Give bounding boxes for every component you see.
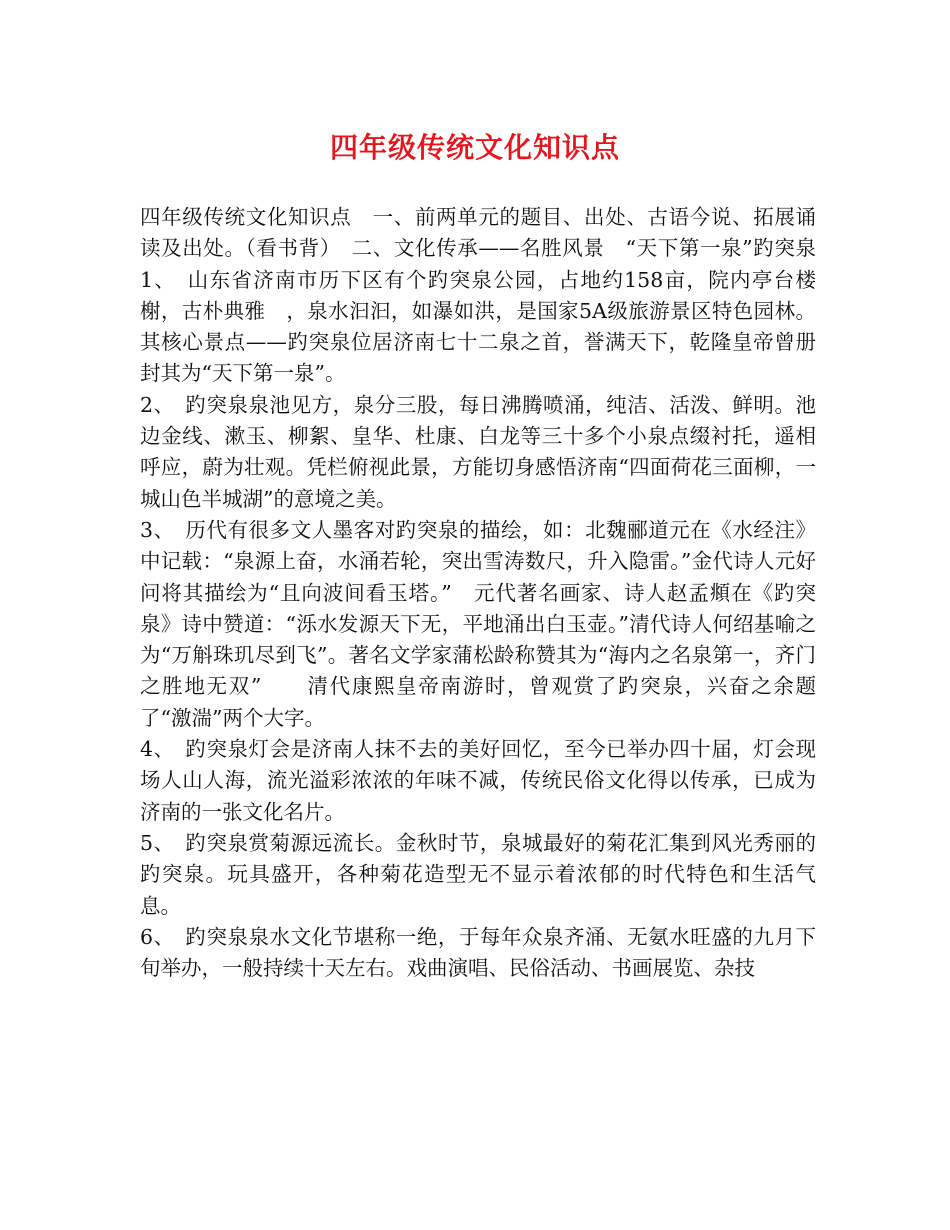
paragraph-intro: 四年级传统文化知识点 一、前两单元的题目、出处、古语今说、拓展诵读及出处。（看书背） 二、文化传承——名胜风景 “天下第一泉”趵突泉 1、 山东省济南市历下区有个趵突泉公园，占地约158亩，院内亭台楼榭，古朴典雅 ，泉水汩汩，如瀑如洪，是国家5A级旅游景区特色园林。其核心景点——趵突泉位居济南七十二泉之首，誉满天下，乾隆皇帝曾册封其为“天下第一泉”。 — [140, 205, 837, 386]
paragraph-4: 4、 趵突泉灯会是济南人抹不去的美好回忆，至今已举办四十届，灯会现场人山人海，流光溢彩浓浓的年味不减，传统民俗文化得以传承，已成为济南的一张文化名片。 — [140, 737, 816, 824]
paragraph-5: 5、 趵突泉赏菊源远流长。金秋时节，泉城最好的菊花汇集到风光秀丽的趵突泉。玩具盛开，各种菊花造型无不显示着浓郁的时代特色和生活气息。 — [140, 830, 816, 918]
paragraph-3: 3、 历代有很多文人墨客对趵突泉的描绘，如：北魏郦道元在《水经注》中记载：“泉源上奋，水涌若轮，突出雪涛数尺，升入隐雷。”金代诗人元好问将其描绘为“且向波间看玉塔。” 元代著名画家、诗人赵孟頫在《趵突泉》诗中赞道：“泺水发源天下无，平地涌出白玉壶。”清代诗人何绍基喻之为“万斛珠玑尽到飞”。著名文学家蒲松龄称赞其为“海内之名泉第一，齐门之胜地无双” 清代康熙皇帝南游时，曾观赏了趵突泉，兴奋之余题了“激湍”两个大字。 — [140, 517, 816, 730]
paragraph-2: 2、 趵突泉泉池见方，泉分三股，每日沸腾喷涌，纯洁、活泼、鲜明。池边金线、漱玉、柳絮、皇华、杜康、白龙等三十多个小泉点缀衬托，遥相呼应，蔚为壮观。凭栏俯视此景，方能切身感悟济南“四面荷花三面柳，一城山色半城湖”的意境之美。 — [140, 392, 816, 511]
paragraph-6: 6、 趵突泉泉水文化节堪称一绝，于每年众泉齐涌、无氨水旺盛的九月下旬举办，一般持续十天左右。戏曲演唱、民俗活动、书画展览、杂技 — [140, 924, 816, 981]
document-body — [140, 202, 837, 984]
document-title: 四年级传统文化知识点 — [329, 131, 620, 164]
